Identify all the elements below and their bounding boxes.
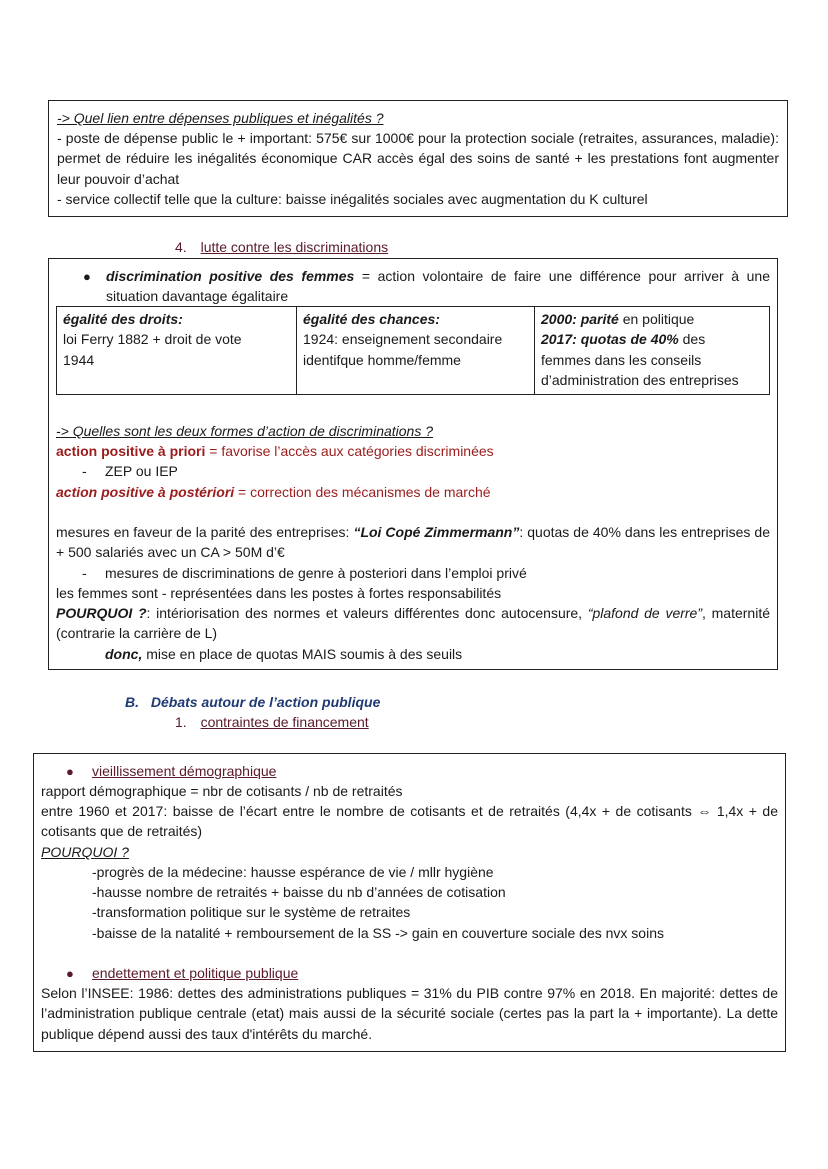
question-formes-action: -> Quelles sont les deux formes d’action de discriminations ? bbox=[56, 423, 434, 439]
egalite-table bbox=[56, 306, 770, 395]
list-item: -transformation politique sur le système de retraites bbox=[92, 904, 411, 920]
text: : intériorisation des normes et valeurs différentes donc autocensure, bbox=[146, 605, 588, 621]
femmes-text: les femmes sont - représentées dans les postes à fortes responsabilités bbox=[56, 585, 502, 601]
bullet-icon: ● bbox=[66, 764, 74, 779]
section-1-title: contraintes de financement bbox=[200, 714, 369, 730]
cell-egalite-droits bbox=[57, 307, 297, 395]
loi-cope-zimmermann: “Loi Copé Zimmermann” bbox=[353, 524, 520, 540]
pourquoi-label: POURQUOI ? bbox=[56, 605, 147, 621]
action-priori bbox=[56, 441, 494, 461]
term-discrimination-positive: discrimination positive des femmes bbox=[106, 268, 355, 284]
cell-title-droits: égalité des droits: bbox=[63, 311, 183, 327]
rapport-text: rapport démographique = nbr de cotisants / nb de retraités bbox=[41, 783, 403, 799]
cell-text: 1924: enseignement secondaire bbox=[303, 331, 503, 348]
section-4-number: 4. bbox=[175, 239, 187, 255]
definition-priori: = favorise l’accès aux catégories discriminées bbox=[205, 443, 494, 459]
cell-text: des bbox=[678, 331, 706, 348]
cell-text: d’administration des entreprises bbox=[541, 371, 739, 388]
definition-discrimination-positive: = action volontaire de faire une différence pour arriver à une situation davantage égalitaire bbox=[106, 268, 770, 305]
cell-text: femmes dans les conseils bbox=[541, 351, 702, 368]
cell-bold: 2000: parité bbox=[541, 311, 619, 327]
cell-title-chances: égalité des chances: bbox=[303, 311, 440, 327]
text: , maternité (contrarie la carrière de L) bbox=[56, 605, 771, 642]
donc-line bbox=[105, 644, 462, 664]
question-depenses: -> Quel lien entre dépenses publiques et inégalités ? bbox=[57, 110, 384, 126]
pourquoi-paragraph bbox=[56, 603, 770, 644]
cell-egalite-chances bbox=[297, 307, 535, 395]
text: mesures en faveur de la parité des entreprises: bbox=[56, 524, 354, 540]
bullet-icon: ● bbox=[66, 966, 74, 981]
genre-item: mesures de discriminations de genre à posteriori dans l’emploi privé bbox=[105, 565, 527, 581]
plafond-de-verre: “plafond de verre” bbox=[587, 605, 703, 621]
section-B-heading bbox=[125, 692, 380, 712]
section-1-number: 1. bbox=[175, 714, 187, 730]
dash-icon: - bbox=[82, 463, 87, 479]
bullet-vieillissement: vieillissement démographique bbox=[92, 763, 277, 779]
paragraph-service-collectif: - service collectif telle que la culture: baisse inégalités sociales avec augmentation du K culturel bbox=[57, 191, 648, 207]
insee-text: Selon l’INSEE: 1986: dettes des administrations publiques = 31% du PIB contre 97% en 2018. En majorité: dettes de l’administration publique centrale (etat) mais aussi de la sécurité sociale (certes pas la part la + importante). La dette publique dépend aussi des taux d'intérêts du marché. bbox=[41, 985, 778, 1042]
cell-bold: 2017: quotas de 40% bbox=[541, 331, 679, 348]
donc-label: donc, bbox=[105, 646, 143, 662]
bullet-discrimination-positive bbox=[106, 266, 770, 307]
section-B-title: Débats autour de l’action publique bbox=[150, 694, 381, 710]
term-posteriori: action positive à postériori bbox=[56, 484, 235, 500]
zep-item: ZEP ou IEP bbox=[105, 463, 178, 479]
box-depenses-publiques bbox=[48, 100, 788, 217]
section-4-title: lutte contre les discriminations bbox=[200, 239, 389, 255]
paragraph-protection-sociale: - poste de dépense public le + important: 575€ sur 1000€ pour la protection sociale (retraites, assurances, maladie): permet de réduire les inégalités économique CAR accès égal des soins de santé + les prestations font augmenter leur pouvoir d’achat bbox=[57, 130, 779, 187]
pourquoi-label: POURQUOI ? bbox=[41, 844, 129, 860]
entre-text: entre 1960 et 2017: baisse de l’écart entre le nombre de cotisants et de retraités (4,4x + de cotisants ⇔ 1,4x + de cotisants que de retraités) bbox=[41, 803, 778, 840]
bullet-icon: ● bbox=[83, 269, 91, 284]
section-1-heading bbox=[175, 712, 369, 732]
cell-text: loi Ferry 1882 + droit de vote bbox=[63, 331, 242, 348]
term-priori: action positive à priori bbox=[56, 443, 206, 459]
cell-text: en politique bbox=[618, 311, 695, 327]
dash-icon: - bbox=[82, 565, 87, 581]
list-item: -progrès de la médecine: hausse espérance de vie / mllr hygiène bbox=[92, 864, 494, 880]
section-4-heading bbox=[175, 237, 388, 257]
text: mise en place de quotas MAIS soumis à des seuils bbox=[142, 646, 463, 662]
list-item: -hausse nombre de retraités + baisse du nb d’années de cotisation bbox=[92, 884, 506, 900]
text: : quotas de 40% dans les entreprises de + 500 salariés avec un CA > 50M d’€ bbox=[56, 524, 771, 561]
section-B-label: B. bbox=[125, 694, 139, 710]
bullet-endettement: endettement et politique publique bbox=[92, 965, 299, 981]
cell-text: identifque homme/femme bbox=[303, 351, 461, 368]
action-posteriori bbox=[56, 482, 491, 502]
cell-parite bbox=[535, 307, 770, 395]
cell-text: 1944 bbox=[63, 351, 95, 368]
mesures-parite bbox=[56, 522, 770, 563]
list-item: -baisse de la natalité + remboursement de la SS -> gain en couverture sociale des nvx soins bbox=[92, 925, 664, 941]
definition-posteriori: = correction des mécanismes de marché bbox=[234, 484, 491, 500]
